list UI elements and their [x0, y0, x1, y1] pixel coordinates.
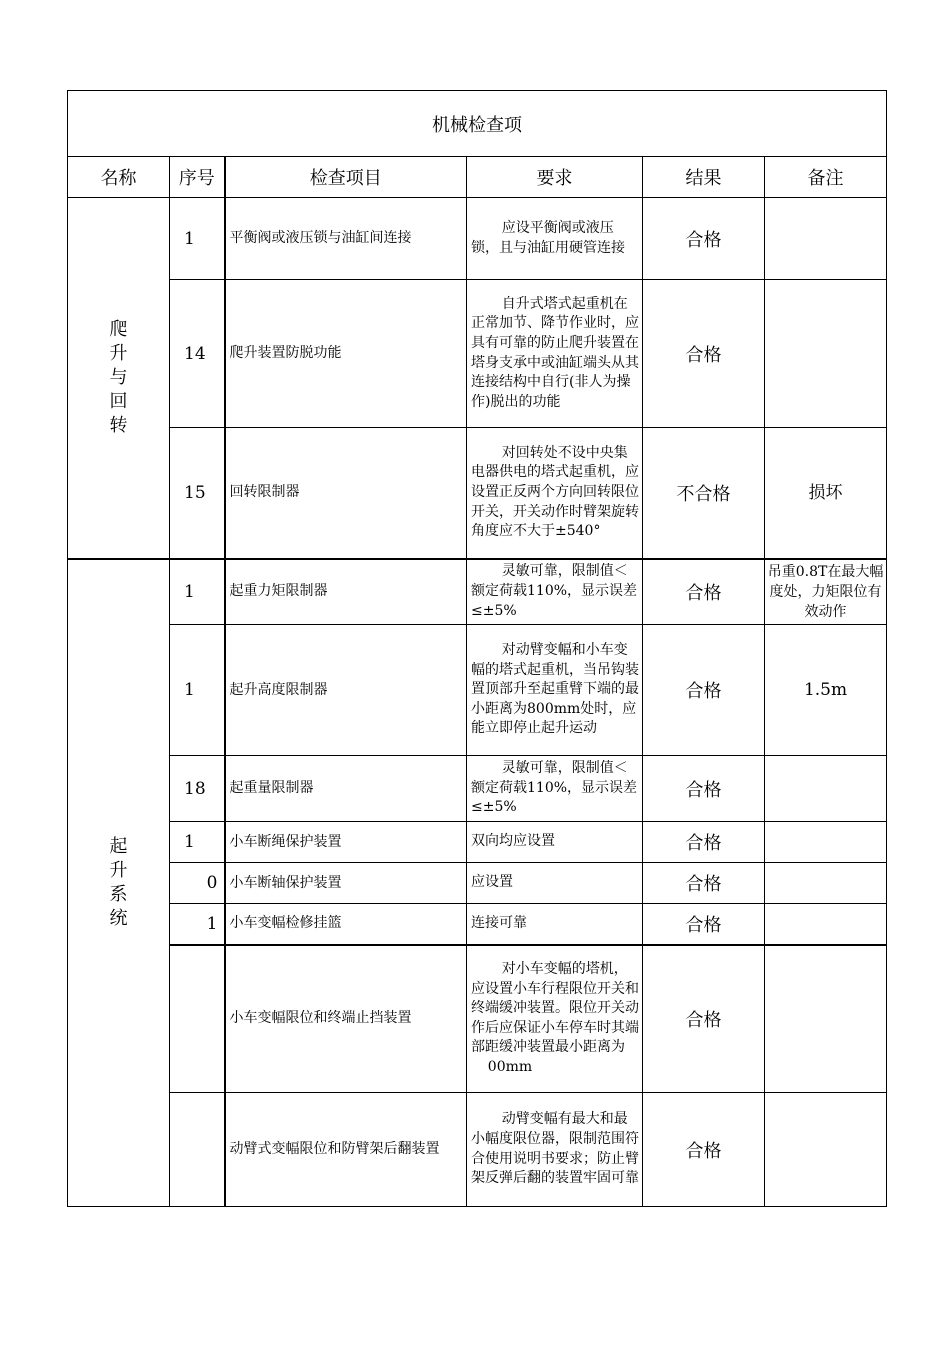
result-cell: 合格	[643, 863, 765, 904]
table-row	[68, 625, 887, 756]
inspection-table	[67, 90, 887, 1207]
seq-cell: 0	[170, 863, 225, 904]
note-cell	[765, 198, 887, 280]
item-cell: 动臂式变幅限位和防臂架后翻装置	[225, 1093, 467, 1207]
note-cell	[765, 756, 887, 822]
table-title: 机械检查项	[68, 91, 887, 157]
item-cell: 起重量限制器	[225, 756, 467, 822]
table-row	[68, 198, 887, 280]
group-name-climb: 爬升与回转	[68, 198, 170, 559]
req-cell: 自升式塔式起重机在正常加节、降节作业时，应具有可靠的防止爬升装置在塔身支承中或油缸端头从其连接结构中自行(非人为操作)脱出的功能	[467, 280, 643, 428]
req-cell: 灵敏可靠，限制值＜额定荷载110%，显示误差≤±5%	[467, 756, 643, 822]
header-row	[68, 157, 887, 198]
item-cell: 小车变幅限位和终端止挡装置	[225, 945, 467, 1093]
result-cell: 合格	[643, 280, 765, 428]
result-cell: 合格	[643, 559, 765, 625]
table-row	[68, 945, 887, 1093]
req-cell: 动臂变幅有最大和最小幅度限位器，限制范围符合使用说明书要求；防止臂架反弹后翻的装置牢固可靠	[467, 1093, 643, 1207]
req-cell: 连接可靠	[467, 904, 643, 945]
item-cell: 回转限制器	[225, 428, 467, 559]
seq-cell	[170, 945, 225, 1093]
header-seq: 序号	[170, 157, 225, 198]
req-cell: 对小车变幅的塔机，应设置小车行程限位开关和终端缓冲装置。限位开关动作后应保证小车停车时其端部距缓冲装置最小距离为 00mm	[467, 945, 643, 1093]
header-result: 结果	[643, 157, 765, 198]
req-cell: 对回转处不设中央集电器供电的塔式起重机，应设置正反两个方向回转限位开关，开关动作时臂架旋转角度应不大于±540°	[467, 428, 643, 559]
table-row	[68, 756, 887, 822]
result-cell: 合格	[643, 822, 765, 863]
result-cell: 合格	[643, 1093, 765, 1207]
note-cell	[765, 863, 887, 904]
item-cell: 平衡阀或液压锁与油缸间连接	[225, 198, 467, 280]
note-cell	[765, 945, 887, 1093]
group-name-hoist: 起升系统	[68, 559, 170, 1207]
result-cell: 合格	[643, 198, 765, 280]
header-note: 备注	[765, 157, 887, 198]
item-cell: 起升高度限制器	[225, 625, 467, 756]
note-cell	[765, 280, 887, 428]
seq-cell: 1	[170, 559, 225, 625]
seq-cell: 1	[170, 822, 225, 863]
note-cell: 1.5m	[765, 625, 887, 756]
item-cell: 爬升装置防脱功能	[225, 280, 467, 428]
header-item: 检查项目	[225, 157, 467, 198]
header-name: 名称	[68, 157, 170, 198]
req-cell: 应设平衡阀或液压锁，且与油缸用硬管连接	[467, 198, 643, 280]
req-cell: 灵敏可靠，限制值＜额定荷载110%，显示误差≤±5%	[467, 559, 643, 625]
req-cell: 双向均应设置	[467, 822, 643, 863]
table-row	[68, 559, 887, 625]
seq-cell: 14	[170, 280, 225, 428]
note-cell: 损坏	[765, 428, 887, 559]
table-row	[68, 280, 887, 428]
note-cell	[765, 904, 887, 945]
seq-cell: 18	[170, 756, 225, 822]
item-cell: 小车变幅检修挂篮	[225, 904, 467, 945]
table-row	[68, 428, 887, 559]
item-cell: 起重力矩限制器	[225, 559, 467, 625]
table-row	[68, 863, 887, 904]
result-cell: 不合格	[643, 428, 765, 559]
item-cell: 小车断绳保护装置	[225, 822, 467, 863]
req-cell: 应设置	[467, 863, 643, 904]
result-cell: 合格	[643, 756, 765, 822]
table-row	[68, 1093, 887, 1207]
result-cell: 合格	[643, 945, 765, 1093]
seq-cell	[170, 1093, 225, 1207]
req-cell: 对动臂变幅和小车变幅的塔式起重机，当吊钩装置顶部升至起重臂下端的最小距离为800mm处时，应能立即停止起升运动	[467, 625, 643, 756]
header-req: 要求	[467, 157, 643, 198]
item-cell: 小车断轴保护装置	[225, 863, 467, 904]
note-cell	[765, 1093, 887, 1207]
result-cell: 合格	[643, 904, 765, 945]
seq-cell: 15	[170, 428, 225, 559]
result-cell: 合格	[643, 625, 765, 756]
note-cell	[765, 822, 887, 863]
seq-cell: 1	[170, 625, 225, 756]
seq-cell: 1	[170, 198, 225, 280]
table-row	[68, 822, 887, 863]
seq-cell: 1	[170, 904, 225, 945]
note-cell: 吊重0.8T在最大幅度处，力矩限位有效动作	[765, 559, 887, 625]
table-row	[68, 904, 887, 945]
